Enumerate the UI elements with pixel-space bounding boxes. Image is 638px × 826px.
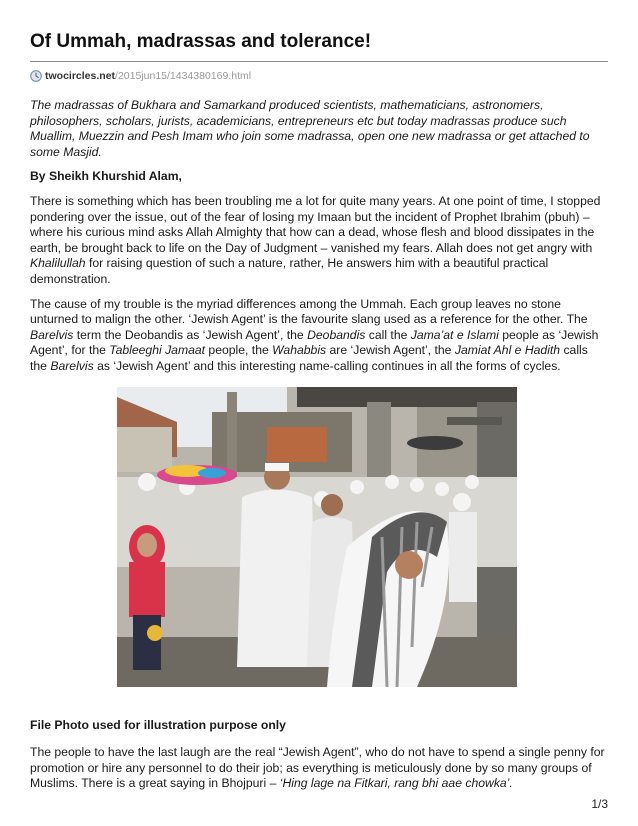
photo-illustration (117, 387, 517, 687)
paragraph-2: The cause of my trouble is the myriad differences among the Ummah. Each group leaves no stone unturned to malign the other. ‘Jewish Agent’ is the favourite slang used as a reference for the other. The Barelvis term the Deobandis as ‘Jewish Agent’, the Deobandis call the Jama’at e Islami people as ‘Jewish Agent’, for the Tableeghi Jamaat people, the Wahabbis are ‘Jewish Agent’, the Jamiat Ahl e Hadith calls the Barelvis as ‘Jewish Agent’ and this interesting name-calling continues in all the forms of cycles. (30, 296, 599, 373)
source-link[interactable] (30, 69, 608, 83)
source-domain[interactable]: twocircles.net (45, 70, 116, 82)
article-photo (117, 387, 517, 687)
photo-caption: File Photo used for illustration purpose only (30, 718, 286, 732)
paragraph-1: There is something which has been troubling me a lot for quite many years. At one point of time, I stopped pondering over the issue, out of the fear of losing my Imaan but the incident of Prophet Ibrahim (pbuh) – where his curious mind asks Allah Almighty that how can a dead, whose flesh and blood dissipates in the earth, be brought back to life on the Day of Judgment – vanished my fears. Allah does not get angry with Khalilullah for raising question of such a nature, rather, He answers him with a beautiful practical demonstration. (30, 193, 601, 286)
clock-globe-icon (30, 70, 42, 82)
title-divider (30, 61, 608, 62)
page-number: 1/3 (591, 797, 608, 811)
article (30, 30, 608, 791)
article-title: Of Ummah, madrassas and tolerance! (30, 31, 372, 52)
source-path[interactable]: /2015jun15/1434380169.html (115, 70, 252, 82)
byline: By Sheikh Khurshid Alam, (30, 169, 182, 184)
paragraph-3: The people to have the last laugh are the real “Jewish Agent”, who do not have to spend a single penny for promotion or hire any personnel to do their job; as everything is meticulously done by so many groups of Muslims. There is a great saying in Bhojpuri – ‘Hing lage na Fitkari, rang bhi aae chowka’. (30, 745, 605, 791)
article-lead: The madrassas of Bukhara and Samarkand produced scientists, mathematicians, astronomers, philosophers, scholars, jurists, academicians, entrepreneurs etc but today madrassas produce such Muallim, Muezzin and Pesh Imam who join some madrassa, open one new madrassa or get attached to some Masjid. (30, 98, 590, 159)
